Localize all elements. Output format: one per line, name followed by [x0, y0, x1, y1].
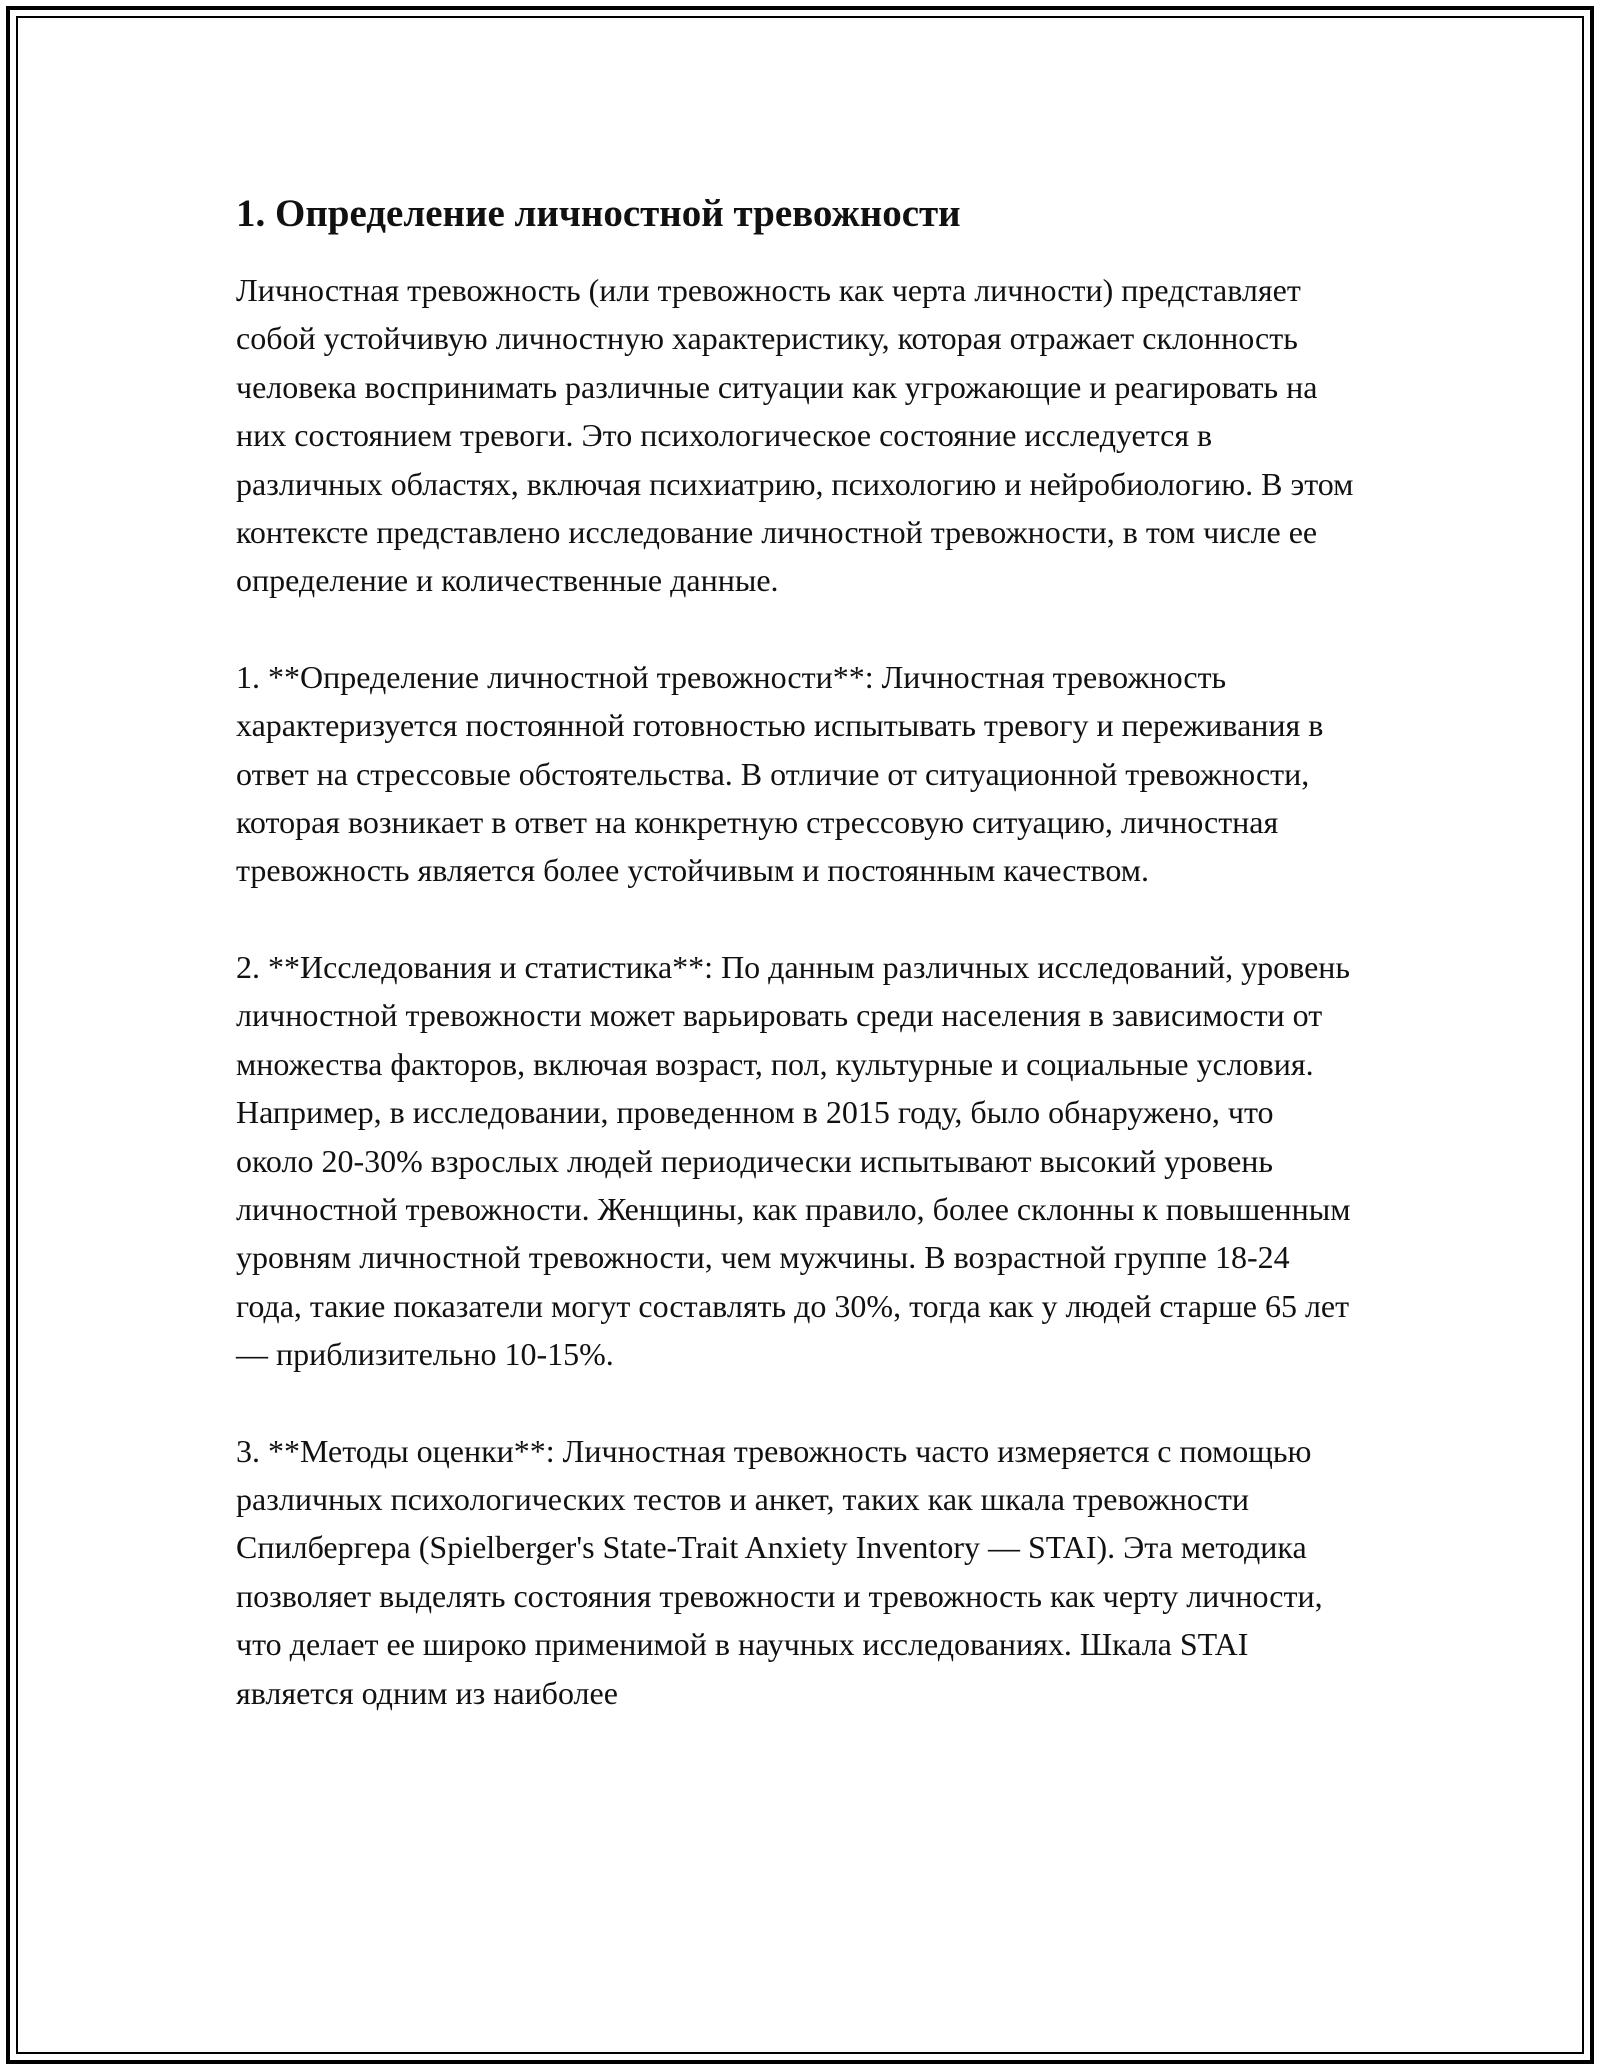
section-heading: 1. Определение личностной тревожности: [236, 192, 961, 235]
statistics-paragraph: 2. **Исследования и статистика**: По данным различных исследований, уровень личностной тревожности может варьировать среди населения в зависимости от множества факторов, включая возраст, пол, культурные и социальные условия. Например, в исследовании, проведенном в 2015 году, было обнаружено, что около 20-30% взрослых людей периодически испытывают высокий уровень личностной тревожности. Женщины, как правило, более склонны к повышенным уровням личностной тревожности, чем мужчины. В возрастной группе 18-24 года, такие показатели могут составлять до 30%, тогда как у людей старше 65 лет — приблизительно 10-15%.: [236, 948, 1351, 1373]
definition-paragraph: 1. **Определение личностной тревожности**: Личностная тревожность характеризуется постоянной готовностью испытывать тревогу и переживания в ответ на стрессовые обстоятельства. В отличие от ситуационной тревожности, которая возникает в ответ на конкретную стрессовую ситуацию, личностная тревожность является более устойчивым и постоянным качеством.: [236, 658, 1324, 889]
assessment-methods-paragraph: 3. **Методы оценки**: Личностная тревожность часто измеряется с помощью различных психологических тестов и анкет, таких как шкала тревожности Спилбергера (Spielberger's State-Trait Anxiety Inventory — STAI). Эта методика позволяет выделять состояния тревожности и тревожность как черту личности, что делает ее широко применимой в научных исследованиях. Шкала STAI является одним из наиболее: [236, 1432, 1323, 1711]
intro-paragraph: Личностная тревожность (или тревожность как черта личности) представляет собой устойчивую личностную характеристику, которая отражает склонность человека воспринимать различные ситуации как угрожающие и реагировать на них состоянием тревоги. Это психологическое состояние исследуется в различных областях, включая психиатрию, психологию и нейробиологию. В этом контексте представлено исследование личностной тревожности, в том числе ее определение и количественные данные.: [236, 272, 1354, 599]
document-body: [236, 190, 1356, 1765]
